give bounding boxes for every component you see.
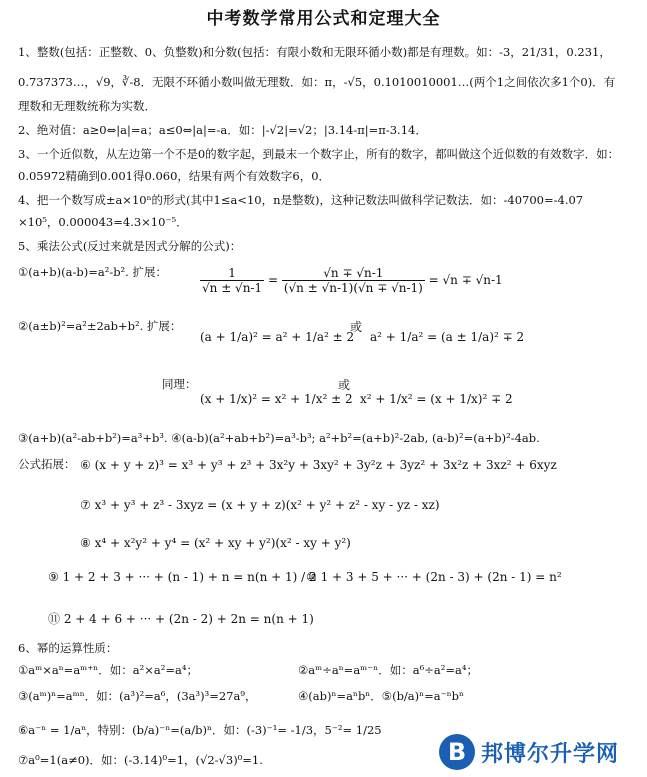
logo-text: 邦博尔升学网 (481, 741, 620, 767)
formula-2-expansion-b: a² + 1/a² = (a ± 1/a)² ∓ 2 (370, 330, 525, 344)
frac-2-numerator: √n ∓ √n-1 (282, 266, 425, 281)
power-rule-7: ⑦a⁰=1(a≠0)．如：(-3.14)⁰=1，(√2-√3)⁰=1. (18, 753, 263, 767)
formula-11: ⑪ 2 + 4 + 6 + ··· + (2n - 2) + 2n = n(n + 1) (48, 612, 314, 626)
power-rule-2: ②aᵐ÷aⁿ=aᵐ⁻ⁿ．如：a⁶÷a²=a⁴； (298, 663, 478, 677)
formula-1-result: = √n ∓ √n-1 (428, 273, 503, 287)
section-6-heading: 6、幂的运算性质： (18, 641, 118, 655)
document-title: 中考数学常用公式和定理大全 (206, 9, 441, 29)
frac-1-numerator: 1 (200, 266, 264, 281)
formula-2-expansion-a: (a + 1/a)² = a² + 1/a² ± 2 (200, 330, 355, 344)
section-2-line-1: 2、绝对值：a≥0⇔|a|=a；a≤0⇔|a|=-a．如：|-√2|=√2；|3.14-π|=π-3.14． (18, 123, 427, 137)
power-rule-1: ①aᵐ×aⁿ=aᵐ⁺ⁿ．如：a²×a²=a⁴； (18, 663, 198, 677)
formula-2-prefix: ②(a±b)²=a²±2ab+b². 扩展： (18, 319, 182, 333)
formula-extension-label: 公式拓展： (18, 457, 76, 471)
formula-2-or-2: 或 (338, 378, 351, 392)
formula-1-fraction-1 (200, 266, 503, 295)
section-1-line-3: 理数和无理数统称为实数． (18, 99, 156, 113)
formula-2-expansion-d: x² + 1/x² = (x + 1/x)² ∓ 2 (360, 392, 513, 406)
formula-7: ⑦ x³ + y³ + z³ - 3xyz = (x + y + z)(x² + y² + z² - xy - yz - xz) (80, 498, 440, 512)
formula-10: ⑩ 1 + 3 + 5 + ··· + (2n - 3) + (2n - 1) = n² (306, 570, 562, 584)
section-4-line-2: ×10⁵，0.000043=4.3×10⁻⁵． (18, 215, 188, 229)
power-rule-4-5: ④(ab)ⁿ=aⁿbⁿ．⑤(b/a)ⁿ=a⁻ⁿbⁿ (298, 689, 465, 703)
power-rule-3: ③(aᵐ)ⁿ=aᵐⁿ．如：(a³)²=a⁶，(3a³)³=27a⁹， (18, 689, 257, 703)
formula-1-prefix: ①(a+b)(a-b)=a²-b². 扩展： (18, 265, 167, 279)
formula-2-expansion-c: (x + 1/x)² = x² + 1/x² ± 2 (200, 392, 353, 406)
formula-3-4: ③(a+b)(a²-ab+b²)=a³+b³. ④(a-b)(a²+ab+b²)=a³-b³; a²+b²=(a+b)²-2ab, (a-b)²=(a+b)²-4ab. (18, 431, 540, 445)
power-rule-6: ⑥a⁻ⁿ = 1/aⁿ，特别：(b/a)⁻ⁿ=(a/b)ⁿ．如：(-3)⁻¹= -1/3，5⁻²= 1/25 (18, 723, 382, 737)
formula-9: ⑨ 1 + 2 + 3 + ··· + (n - 1) + n = n(n + 1) / 2 (48, 570, 317, 584)
formula-6: ⑥ (x + y + z)³ = x³ + y³ + z³ + 3x²y + 3xy² + 3y²z + 3yz² + 3x²z + 3xz² + 6xyz (80, 458, 557, 472)
section-1-line-2: 0.737373…，√9，∛-8．无限不环循小数叫做无理数．如：π，-√5，0.1010010001…(两个1之间依次多1个0)．有 (18, 75, 616, 89)
formula-2-or: 或 (350, 320, 363, 334)
formula-8: ⑧ x⁴ + x²y² + y⁴ = (x² + xy + y²)(x² - xy + y²) (80, 536, 351, 550)
section-3-line-2: 0.05972精确到0.001得0.060，结果有两个有效数字6，0． (18, 169, 331, 183)
formula-2-same-label: 同理： (162, 377, 197, 391)
section-3-line-1: 3、一个近似数，从左边第一个不是0的数字起，到最末一个数字止，所有的数字，都叫做这个近似数的有效数字．如： (18, 147, 620, 161)
section-4-line-1: 4、把一个数写成±a×10ⁿ的形式(其中1≤a<10，n是整数)，这种记数法叫做科学记数法．如：-40700=-4.07 (18, 193, 584, 207)
formula-1-equals: = (267, 273, 279, 287)
logo-mark-icon: B (439, 734, 475, 770)
section-5-heading: 5、乘法公式(反过来就是因式分解的公式)： (18, 239, 242, 253)
site-logo (439, 733, 639, 771)
frac-1-denominator: √n ± √n-1 (202, 281, 263, 295)
section-1-line-1: 1、整数(包括：正整数、0、负整数)和分数(包括：有限小数和无限环循小数)都是有理数。如：-3，21/31，0.231， (18, 45, 611, 59)
frac-2-denominator: (√n ± √n-1)(√n ∓ √n-1) (283, 281, 423, 295)
